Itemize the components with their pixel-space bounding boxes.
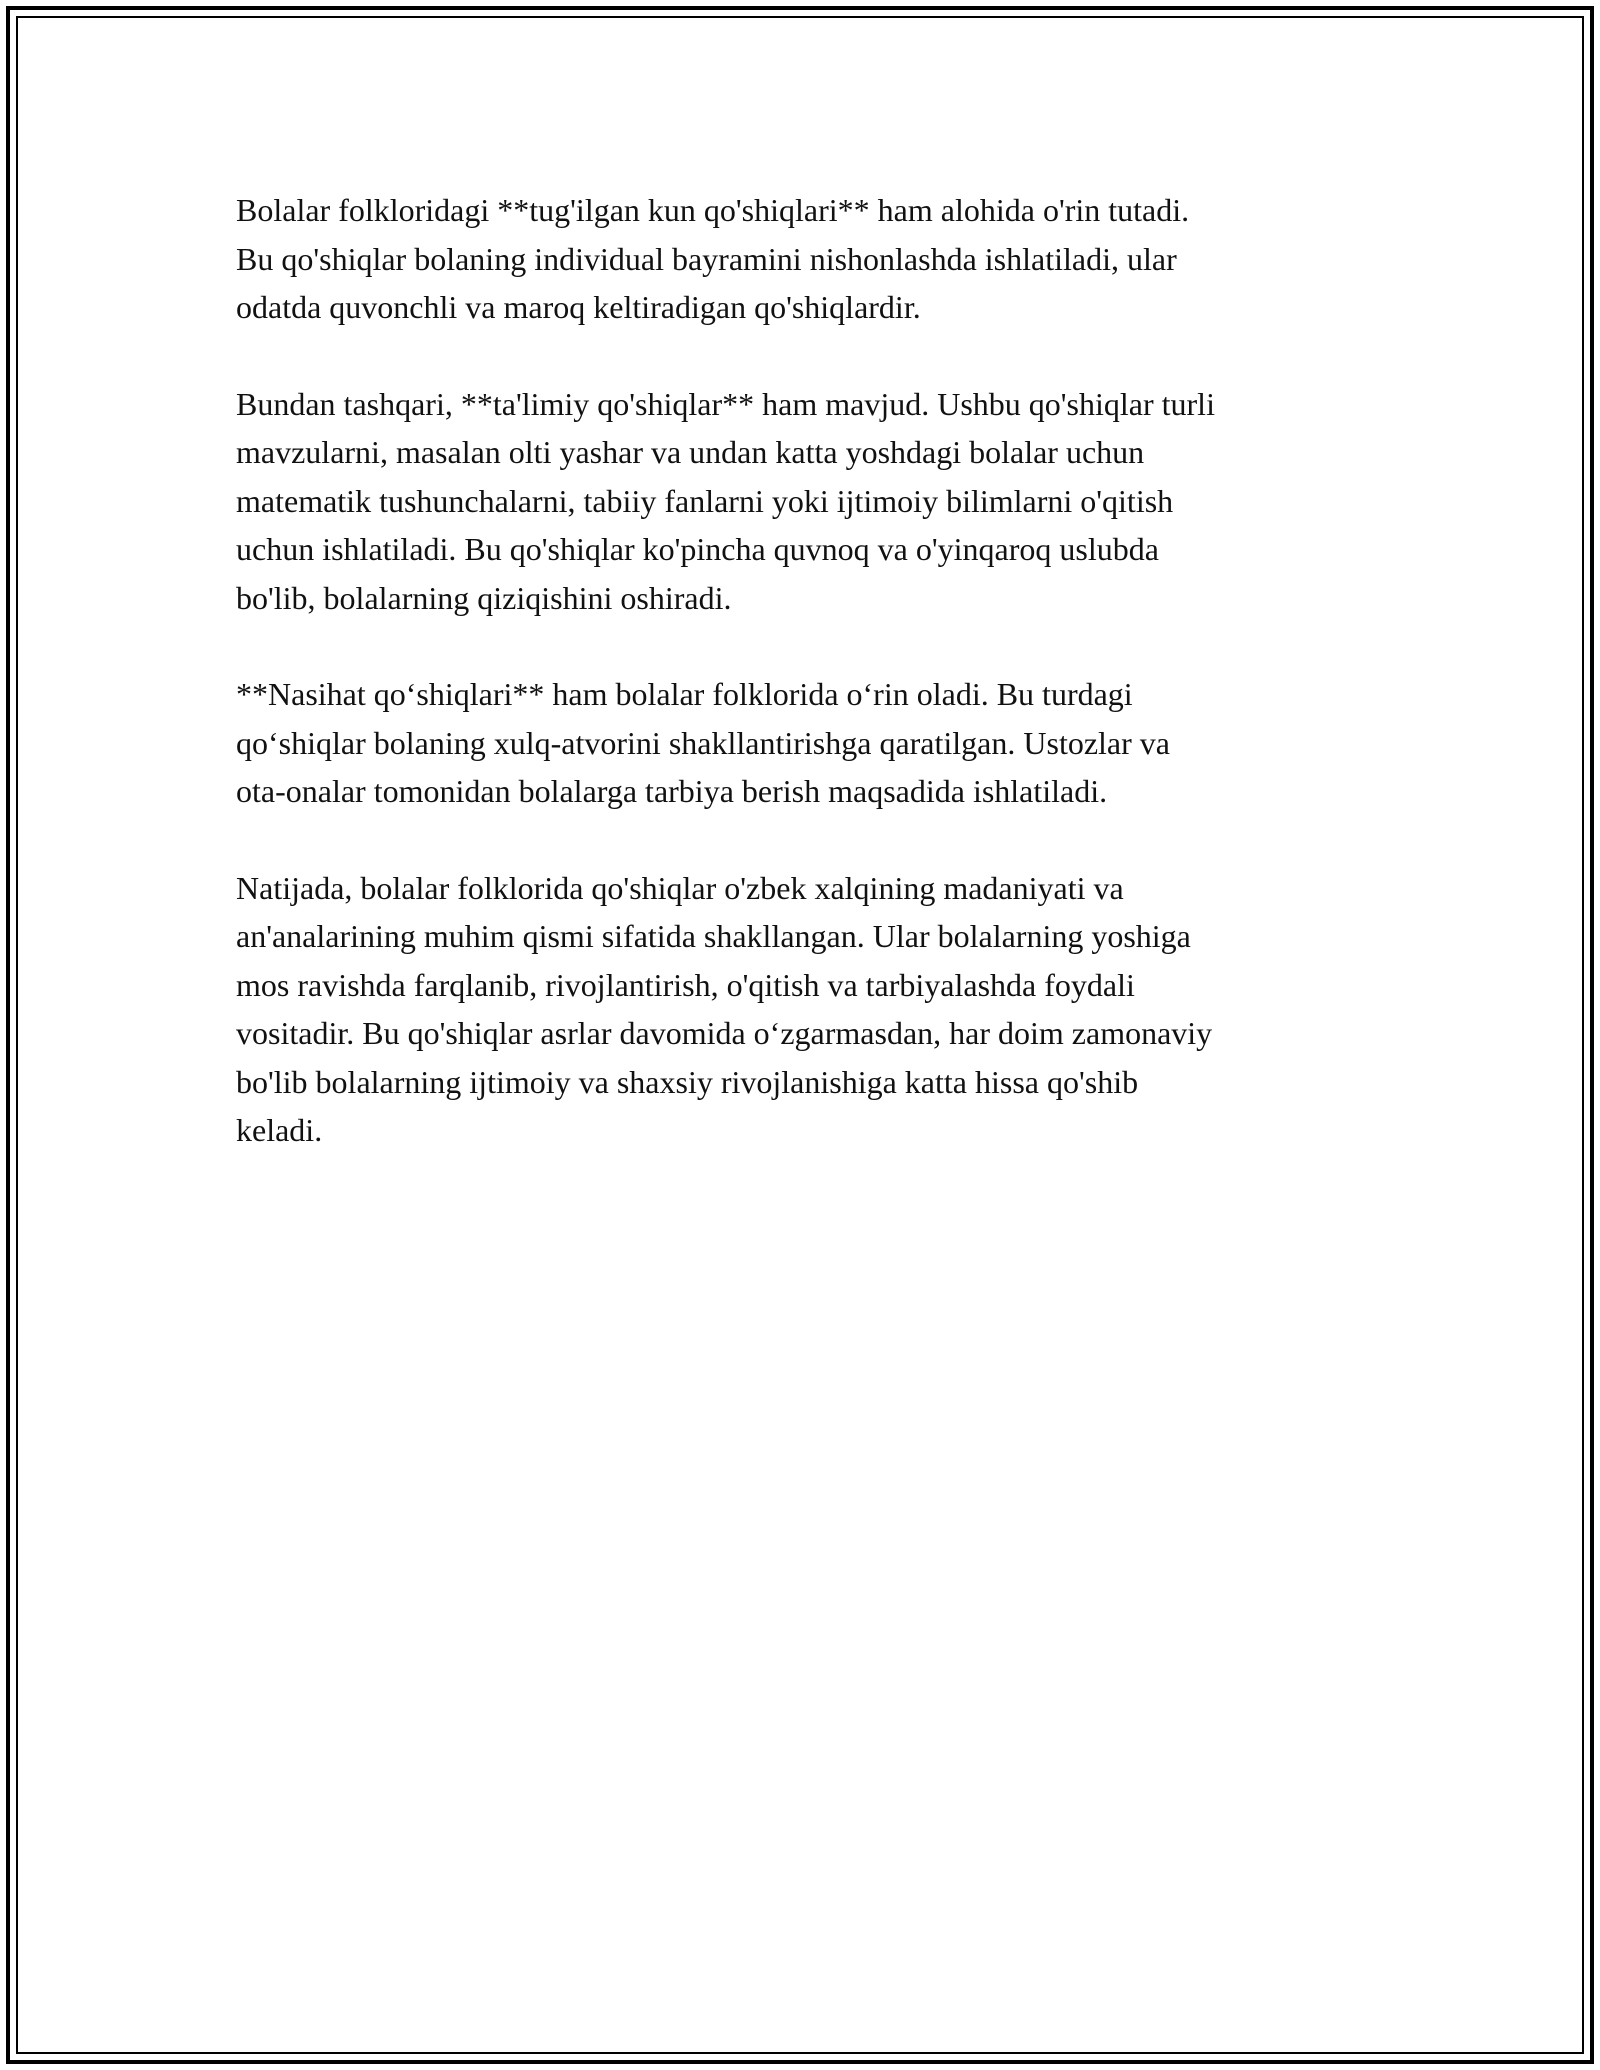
paragraph-advice-songs <box>236 670 1372 816</box>
text-line: Bolalar folkloridagi **tug'ilgan kun qo'shiqlari** ham alohida o'rin tutadi. <box>236 192 1190 228</box>
text-line: uchun ishlatiladi. Bu qo'shiqlar ko'pincha quvnoq va o'yinqaroq uslubda <box>236 531 1159 567</box>
text-line: odatda quvonchli va maroq keltiradigan qo'shiqlardir. <box>236 289 921 325</box>
text-line: matematik tushunchalarni, tabiiy fanlarni yoki ijtimoiy bilimlarni o'qitish <box>236 482 1174 519</box>
text-line: ota-onalar tomonidan bolalarga tarbiya berish maqsadida ishlatiladi. <box>236 773 1108 809</box>
text-line: Bundan tashqari, **ta'limiy qo'shiqlar** ham mavjud. Ushbu qo'shiqlar turli <box>236 385 1215 422</box>
document-body <box>236 186 1372 1203</box>
paragraph-educational-songs <box>236 380 1372 623</box>
text-line: bo'lib bolalarning ijtimoiy va shaxsiy rivojlanishiga katta hissa qo'shib <box>236 1063 1139 1100</box>
text-line: qo‘shiqlar bolaning xulq-atvorini shakllantirishga qaratilgan. Ustozlar va <box>236 724 1170 761</box>
paragraph-conclusion <box>236 864 1372 1155</box>
text-line: mavzularni, masalan olti yashar va undan katta yoshdagi bolalar uchun <box>236 434 1145 470</box>
paragraph-birthday-songs <box>236 186 1372 332</box>
text-line: mos ravishda farqlanib, rivojlantirish, o'qitish va tarbiyalashda foydali <box>236 966 1135 1003</box>
text-line: keladi. <box>236 1112 323 1148</box>
text-line: Bu qo'shiqlar bolaning individual bayramini nishonlashda ishlatiladi, ular <box>236 240 1177 277</box>
text-line: Natijada, bolalar folklorida qo'shiqlar o'zbek xalqining madaniyati va <box>236 869 1124 906</box>
text-line: vositadir. Bu qo'shiqlar asrlar davomida o‘zgarmasdan, har doim zamonaviy <box>236 1015 1213 1051</box>
text-line: an'analarining muhim qismi sifatida shakllangan. Ular bolalarning yoshiga <box>236 918 1191 954</box>
text-line: **Nasihat qo‘shiqlari** ham bolalar folklorida o‘rin oladi. Bu turdagi <box>236 676 1133 712</box>
text-line: bo'lib, bolalarning qiziqishini oshiradi. <box>236 579 732 616</box>
